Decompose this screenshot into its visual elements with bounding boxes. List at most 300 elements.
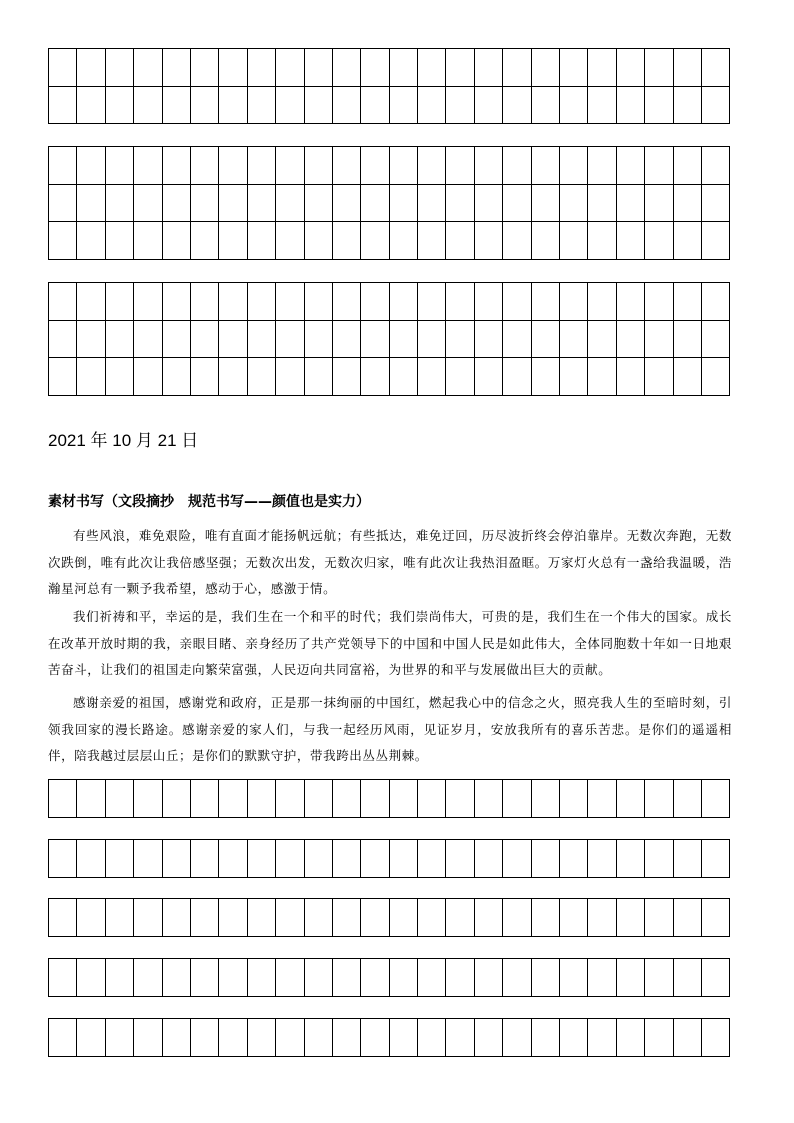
writing-cell xyxy=(503,840,531,878)
writing-cell xyxy=(134,840,162,878)
writing-cell xyxy=(219,358,247,396)
writing-cell xyxy=(560,147,588,185)
writing-cell xyxy=(674,222,702,260)
writing-cell xyxy=(674,840,702,878)
writing-cell xyxy=(134,959,162,997)
writing-cell xyxy=(248,780,276,818)
writing-cell xyxy=(106,959,134,997)
writing-cell xyxy=(219,1019,247,1057)
writing-cell xyxy=(674,899,702,937)
writing-cell xyxy=(560,87,588,125)
writing-cell xyxy=(702,899,730,937)
writing-cell xyxy=(191,185,219,223)
writing-cell xyxy=(588,321,616,359)
writing-cell xyxy=(276,780,304,818)
writing-cell xyxy=(702,222,730,260)
writing-cell xyxy=(390,321,418,359)
writing-cell xyxy=(475,49,503,87)
writing-cell xyxy=(645,49,673,87)
writing-cell xyxy=(390,899,418,937)
writing-cell xyxy=(361,283,389,321)
writing-cell xyxy=(674,959,702,997)
writing-cell xyxy=(475,780,503,818)
writing-cell xyxy=(305,959,333,997)
writing-cell xyxy=(163,87,191,125)
writing-cell xyxy=(106,321,134,359)
writing-cell xyxy=(702,321,730,359)
writing-cell xyxy=(361,321,389,359)
writing-cell xyxy=(475,283,503,321)
writing-cell xyxy=(418,358,446,396)
writing-cell xyxy=(588,959,616,997)
writing-cell xyxy=(333,147,361,185)
writing-cell xyxy=(191,959,219,997)
writing-cell xyxy=(702,185,730,223)
writing-cell xyxy=(588,49,616,87)
section-title: 素材书写（文段摘抄 规范书写——颜值也是实力） xyxy=(48,494,370,510)
writing-cell xyxy=(333,959,361,997)
writing-cell xyxy=(503,147,531,185)
writing-cell xyxy=(106,899,134,937)
writing-cell xyxy=(418,185,446,223)
writing-cell xyxy=(674,321,702,359)
writing-cell xyxy=(305,321,333,359)
writing-cell xyxy=(503,780,531,818)
writing-cell xyxy=(503,358,531,396)
writing-cell xyxy=(191,899,219,937)
writing-cell xyxy=(219,321,247,359)
writing-cell xyxy=(532,49,560,87)
writing-cell xyxy=(163,1019,191,1057)
writing-cell xyxy=(532,283,560,321)
writing-cell xyxy=(248,283,276,321)
writing-cell xyxy=(276,147,304,185)
writing-cell xyxy=(588,222,616,260)
writing-cell xyxy=(418,959,446,997)
writing-cell xyxy=(418,147,446,185)
writing-cell xyxy=(106,1019,134,1057)
writing-cell xyxy=(191,87,219,125)
writing-cell xyxy=(674,780,702,818)
writing-cell xyxy=(390,358,418,396)
writing-cell xyxy=(645,185,673,223)
writing-cell xyxy=(248,147,276,185)
writing-cell xyxy=(276,283,304,321)
writing-cell xyxy=(49,959,77,997)
writing-cell xyxy=(77,959,105,997)
writing-cell xyxy=(49,358,77,396)
writing-cell xyxy=(191,49,219,87)
writing-grid-5 xyxy=(48,839,730,878)
writing-cell xyxy=(77,780,105,818)
writing-cell xyxy=(617,49,645,87)
writing-cell xyxy=(276,49,304,87)
writing-cell xyxy=(702,780,730,818)
passage-paragraph-2: 我们祈祷和平，幸运的是，我们生在一个和平的时代；我们崇尚伟大，可贵的是，我们生在一个伟大的国家。成长在改革开放时期的我，亲眼目睹、亲身经历了共产党领导下的中国和中国人民是如此伟大，全体同胞数十年如一日地艰苦奋斗，让我们的祖国走向繁荣富强，人民迈向共同富裕，为世界的和平与发展做出巨大的贡献。 xyxy=(48,609,732,677)
writing-cell xyxy=(588,780,616,818)
writing-cell xyxy=(134,49,162,87)
writing-cell xyxy=(532,358,560,396)
writing-cell xyxy=(645,358,673,396)
writing-cell xyxy=(305,222,333,260)
writing-cell xyxy=(163,358,191,396)
writing-cell xyxy=(674,358,702,396)
writing-cell xyxy=(361,840,389,878)
writing-cell xyxy=(503,283,531,321)
writing-cell xyxy=(248,1019,276,1057)
writing-cell xyxy=(77,840,105,878)
writing-cell xyxy=(674,87,702,125)
writing-cell xyxy=(674,283,702,321)
writing-cell xyxy=(361,49,389,87)
writing-cell xyxy=(532,147,560,185)
writing-cell xyxy=(77,147,105,185)
writing-cell xyxy=(503,899,531,937)
writing-cell xyxy=(305,1019,333,1057)
writing-cell xyxy=(645,222,673,260)
writing-cell xyxy=(390,49,418,87)
writing-cell xyxy=(617,840,645,878)
writing-cell xyxy=(333,49,361,87)
passage-paragraph-3: 感谢亲爱的祖国，感谢党和政府，正是那一抹绚丽的中国红，燃起我心中的信念之火，照亮我人生的至暗时刻，引领我回家的漫长路途。感谢亲爱的家人们，与我一起经历风雨，见证岁月，安放我所有的喜乐苦悲。是你们的遥遥相伴，陪我越过层层山丘；是你们的默默守护，带我跨出丛丛荆棘。 xyxy=(48,695,732,763)
writing-cell xyxy=(588,87,616,125)
writing-cell xyxy=(248,959,276,997)
writing-cell xyxy=(333,87,361,125)
writing-cell xyxy=(191,147,219,185)
writing-cell xyxy=(333,1019,361,1057)
writing-cell xyxy=(77,899,105,937)
writing-cell xyxy=(361,87,389,125)
writing-cell xyxy=(475,222,503,260)
writing-cell xyxy=(361,1019,389,1057)
writing-cell xyxy=(361,780,389,818)
writing-cell xyxy=(163,321,191,359)
writing-cell xyxy=(446,840,474,878)
writing-cell xyxy=(219,780,247,818)
writing-cell xyxy=(134,1019,162,1057)
writing-cell xyxy=(475,959,503,997)
writing-cell xyxy=(163,222,191,260)
writing-cell xyxy=(219,959,247,997)
writing-cell xyxy=(560,780,588,818)
writing-cell xyxy=(134,222,162,260)
writing-cell xyxy=(248,87,276,125)
writing-cell xyxy=(163,185,191,223)
writing-cell xyxy=(674,185,702,223)
writing-cell xyxy=(163,840,191,878)
writing-cell xyxy=(191,780,219,818)
writing-cell xyxy=(390,1019,418,1057)
writing-cell xyxy=(503,1019,531,1057)
writing-cell xyxy=(390,222,418,260)
writing-cell xyxy=(134,87,162,125)
writing-cell xyxy=(219,87,247,125)
writing-cell xyxy=(503,49,531,87)
writing-cell xyxy=(49,87,77,125)
writing-cell xyxy=(49,840,77,878)
writing-cell xyxy=(503,87,531,125)
writing-cell xyxy=(446,222,474,260)
writing-cell xyxy=(645,780,673,818)
writing-cell xyxy=(560,321,588,359)
writing-cell xyxy=(588,283,616,321)
writing-cell xyxy=(475,1019,503,1057)
writing-cell xyxy=(191,222,219,260)
writing-cell xyxy=(333,185,361,223)
writing-cell xyxy=(248,185,276,223)
writing-cell xyxy=(248,899,276,937)
writing-cell xyxy=(446,283,474,321)
writing-cell xyxy=(560,840,588,878)
writing-cell xyxy=(418,840,446,878)
date-heading: 2021 年 10 月 21 日 xyxy=(48,431,199,450)
writing-cell xyxy=(702,49,730,87)
writing-cell xyxy=(588,185,616,223)
writing-cell xyxy=(617,780,645,818)
writing-cell xyxy=(276,899,304,937)
writing-cell xyxy=(77,283,105,321)
writing-cell xyxy=(390,780,418,818)
writing-cell xyxy=(645,1019,673,1057)
writing-cell xyxy=(475,321,503,359)
writing-cell xyxy=(163,147,191,185)
writing-cell xyxy=(645,321,673,359)
writing-cell xyxy=(645,147,673,185)
writing-cell xyxy=(305,283,333,321)
writing-cell xyxy=(333,358,361,396)
writing-cell xyxy=(532,780,560,818)
writing-cell xyxy=(361,185,389,223)
writing-cell xyxy=(77,222,105,260)
writing-cell xyxy=(645,959,673,997)
writing-cell xyxy=(106,358,134,396)
writing-cell xyxy=(134,780,162,818)
writing-cell xyxy=(446,147,474,185)
writing-cell xyxy=(446,899,474,937)
writing-cell xyxy=(106,147,134,185)
writing-cell xyxy=(390,147,418,185)
writing-grid-2 xyxy=(48,146,730,260)
writing-cell xyxy=(219,147,247,185)
writing-cell xyxy=(475,185,503,223)
writing-cell xyxy=(560,283,588,321)
writing-cell xyxy=(503,959,531,997)
writing-cell xyxy=(588,899,616,937)
writing-cell xyxy=(418,283,446,321)
writing-cell xyxy=(361,899,389,937)
writing-grid-1 xyxy=(48,48,730,124)
writing-cell xyxy=(333,222,361,260)
writing-cell xyxy=(49,49,77,87)
writing-cell xyxy=(49,185,77,223)
writing-cell xyxy=(532,185,560,223)
writing-cell xyxy=(390,283,418,321)
writing-cell xyxy=(276,222,304,260)
writing-cell xyxy=(588,1019,616,1057)
writing-cell xyxy=(475,358,503,396)
writing-cell xyxy=(305,358,333,396)
writing-cell xyxy=(276,1019,304,1057)
writing-cell xyxy=(390,185,418,223)
writing-cell xyxy=(702,358,730,396)
writing-cell xyxy=(446,780,474,818)
writing-cell xyxy=(305,899,333,937)
writing-cell xyxy=(532,1019,560,1057)
writing-grid-7 xyxy=(48,958,730,997)
writing-cell xyxy=(617,222,645,260)
writing-cell xyxy=(77,185,105,223)
writing-cell xyxy=(503,185,531,223)
writing-cell xyxy=(361,959,389,997)
writing-cell xyxy=(617,283,645,321)
writing-cell xyxy=(702,959,730,997)
writing-grid-8 xyxy=(48,1018,730,1057)
writing-cell xyxy=(191,1019,219,1057)
writing-cell xyxy=(702,283,730,321)
writing-cell xyxy=(134,358,162,396)
writing-cell xyxy=(276,321,304,359)
writing-cell xyxy=(248,49,276,87)
writing-cell xyxy=(617,185,645,223)
writing-grid-4 xyxy=(48,779,730,818)
writing-cell xyxy=(446,358,474,396)
writing-cell xyxy=(446,49,474,87)
writing-cell xyxy=(305,87,333,125)
writing-cell xyxy=(674,1019,702,1057)
writing-cell xyxy=(532,899,560,937)
writing-cell xyxy=(418,87,446,125)
writing-cell xyxy=(361,358,389,396)
writing-cell xyxy=(418,321,446,359)
writing-cell xyxy=(305,780,333,818)
writing-cell xyxy=(503,222,531,260)
writing-cell xyxy=(49,147,77,185)
writing-cell xyxy=(305,840,333,878)
writing-cell xyxy=(446,959,474,997)
writing-cell xyxy=(475,87,503,125)
writing-cell xyxy=(77,87,105,125)
writing-cell xyxy=(134,283,162,321)
writing-cell xyxy=(617,147,645,185)
writing-cell xyxy=(191,321,219,359)
writing-cell xyxy=(418,1019,446,1057)
writing-cell xyxy=(475,840,503,878)
writing-cell xyxy=(588,147,616,185)
writing-cell xyxy=(532,959,560,997)
writing-cell xyxy=(305,49,333,87)
writing-cell xyxy=(77,49,105,87)
writing-cell xyxy=(475,147,503,185)
writing-cell xyxy=(645,840,673,878)
writing-cell xyxy=(446,1019,474,1057)
writing-cell xyxy=(106,222,134,260)
writing-cell xyxy=(532,87,560,125)
writing-cell xyxy=(532,840,560,878)
writing-cell xyxy=(560,899,588,937)
writing-cell xyxy=(134,185,162,223)
writing-cell xyxy=(390,959,418,997)
writing-cell xyxy=(617,321,645,359)
writing-cell xyxy=(248,321,276,359)
writing-cell xyxy=(702,147,730,185)
writing-cell xyxy=(617,899,645,937)
writing-cell xyxy=(446,185,474,223)
writing-cell xyxy=(333,840,361,878)
writing-cell xyxy=(503,321,531,359)
writing-cell xyxy=(219,899,247,937)
writing-cell xyxy=(49,899,77,937)
writing-cell xyxy=(49,283,77,321)
writing-cell xyxy=(532,321,560,359)
writing-cell xyxy=(418,899,446,937)
writing-cell xyxy=(560,49,588,87)
writing-cell xyxy=(674,49,702,87)
writing-cell xyxy=(361,222,389,260)
writing-cell xyxy=(674,147,702,185)
writing-cell xyxy=(702,87,730,125)
writing-cell xyxy=(560,1019,588,1057)
writing-cell xyxy=(333,899,361,937)
writing-cell xyxy=(77,321,105,359)
writing-cell xyxy=(106,87,134,125)
writing-cell xyxy=(361,147,389,185)
writing-cell xyxy=(134,899,162,937)
writing-cell xyxy=(560,185,588,223)
writing-cell xyxy=(106,780,134,818)
writing-cell xyxy=(588,840,616,878)
writing-cell xyxy=(333,283,361,321)
writing-cell xyxy=(49,321,77,359)
writing-cell xyxy=(333,780,361,818)
writing-cell xyxy=(134,321,162,359)
passage-paragraph-1: 有些风浪，难免艰险，唯有直面才能扬帆远航；有些抵达，难免迂回，历尽波折终会停泊靠岸。无数次奔跑，无数次跌倒，唯有此次让我倍感坚强；无数次出发，无数次归家，唯有此次让我热泪盈眶。万家灯火总有一盏给我温暖，浩瀚星河总有一颗予我希望，感动于心，感激于情。 xyxy=(48,528,732,596)
writing-cell xyxy=(276,185,304,223)
writing-cell xyxy=(219,185,247,223)
writing-cell xyxy=(617,1019,645,1057)
writing-cell xyxy=(77,1019,105,1057)
writing-cell xyxy=(446,321,474,359)
writing-cell xyxy=(106,185,134,223)
writing-cell xyxy=(49,780,77,818)
writing-cell xyxy=(617,358,645,396)
writing-cell xyxy=(588,358,616,396)
writing-cell xyxy=(702,1019,730,1057)
writing-cell xyxy=(276,87,304,125)
writing-cell xyxy=(248,222,276,260)
writing-cell xyxy=(163,49,191,87)
writing-cell xyxy=(305,185,333,223)
writing-cell xyxy=(333,321,361,359)
writing-cell xyxy=(219,49,247,87)
writing-cell xyxy=(219,283,247,321)
writing-cell xyxy=(418,49,446,87)
writing-cell xyxy=(418,780,446,818)
writing-cell xyxy=(276,358,304,396)
writing-cell xyxy=(645,87,673,125)
writing-cell xyxy=(276,959,304,997)
writing-cell xyxy=(418,222,446,260)
writing-cell xyxy=(77,358,105,396)
writing-cell xyxy=(191,840,219,878)
writing-cell xyxy=(475,899,503,937)
writing-cell xyxy=(617,959,645,997)
writing-cell xyxy=(106,49,134,87)
writing-cell xyxy=(617,87,645,125)
writing-cell xyxy=(645,283,673,321)
writing-cell xyxy=(163,959,191,997)
writing-cell xyxy=(191,358,219,396)
writing-cell xyxy=(106,283,134,321)
